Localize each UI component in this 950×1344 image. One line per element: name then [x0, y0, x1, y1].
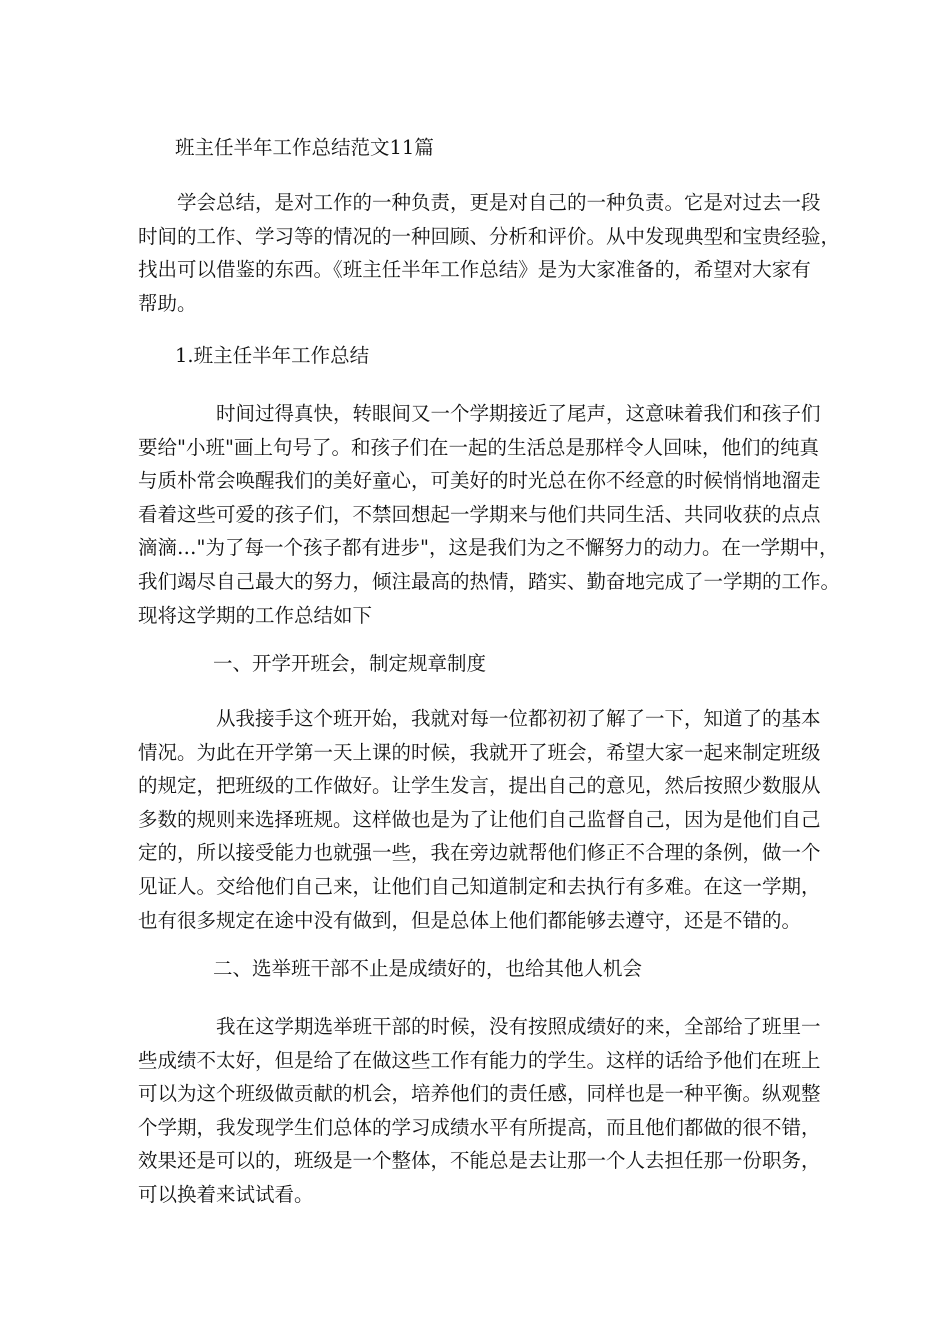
- text-line: 些成绩不太好，但是给了在做这些工作有能力的学生。这样的话给予他们在班上: [138, 1048, 821, 1072]
- text-line: 定的，所以接受能力也就强一些，我在旁边就帮他们修正不合理的条例，做一个: [138, 841, 821, 865]
- subheading-1: 一、开学开班会，制定规章制度: [213, 652, 487, 675]
- text-line: 要给"小班"画上句号了。和孩子们在一起的生活总是那样令人回味，他们的纯真: [138, 435, 819, 459]
- text-line: 可以换着来试试看。: [138, 1182, 314, 1206]
- text-line: 帮助。: [138, 291, 197, 315]
- text-line: 见证人。交给他们自己来，让他们自己知道制定和去执行有多难。在这一学期，: [138, 874, 821, 898]
- text-line: 时间过得真快，转眼间又一个学期接近了尾声，这意味着我们和孩子们: [138, 402, 821, 425]
- subheading-2: 二、选举班干部不止是成绩好的，也给其他人机会: [213, 957, 643, 980]
- text-line: 多数的规则来选择班规。这样做也是为了让他们自己监督自己，因为是他们自己: [138, 807, 821, 831]
- text-line: 情况。为此在开学第一天上课的时候，我就开了班会，希望大家一起来制定班级: [138, 740, 821, 764]
- document-title: 班主任半年工作总结范文11篇: [175, 136, 434, 159]
- text-line: 学会总结，是对工作的一种负责，更是对自己的一种负责。它是对过去一段: [138, 191, 821, 214]
- paragraph-2: [138, 702, 821, 937]
- text-line: 我们竭尽自己最大的努力，倾注最高的热情，踏实、勤奋地完成了一学期的工作。: [138, 569, 841, 593]
- section-title: 1.班主任半年工作总结: [175, 344, 370, 367]
- text-line: 找出可以借鉴的东西。《班主任半年工作总结》是为大家准备的，希望对大家有: [138, 258, 811, 282]
- paragraph-1: [138, 397, 840, 632]
- text-line: 滴滴…"为了每一个孩子都有进步"，这是我们为之不懈努力的动力。在一学期中，: [138, 536, 839, 560]
- text-line: 与质朴常会唤醒我们的美好童心，可美好的时光总在你不经意的时候悄悄地溜走: [138, 469, 821, 493]
- text-line: 从我接手这个班开始，我就对每一位都初初了解了一下，知道了的基本: [138, 707, 821, 730]
- text-line: 效果还是可以的，班级是一个整体，不能总是去让那一个人去担任那一份职务，: [138, 1149, 821, 1173]
- text-line: 个学期，我发现学生们总体的学习成绩水平有所提高，而且他们都做的很不错，: [138, 1115, 821, 1139]
- text-line: 时间的工作、学习等的情况的一种回顾、分析和评价。从中发现典型和宝贵经验，: [138, 224, 841, 248]
- text-line: 我在这学期选举班干部的时候，没有按照成绩好的来，全部给了班里一: [138, 1015, 821, 1038]
- intro-paragraph: [138, 186, 840, 320]
- text-line: 可以为这个班级做贡献的机会，培养他们的责任感，同样也是一种平衡。纵观整: [138, 1082, 821, 1106]
- text-line: 现将这学期的工作总结如下: [138, 603, 373, 627]
- text-line: 看着这些可爱的孩子们，不禁回想起一学期来与他们共同生活、共同收获的点点: [138, 502, 821, 526]
- text-line: 的规定，把班级的工作做好。让学生发言，提出自己的意见，然后按照少数服从: [138, 774, 821, 798]
- text-line: 也有很多规定在途中没有做到，但是总体上他们都能够去遵守，还是不错的。: [138, 908, 802, 932]
- paragraph-3: [138, 1010, 821, 1212]
